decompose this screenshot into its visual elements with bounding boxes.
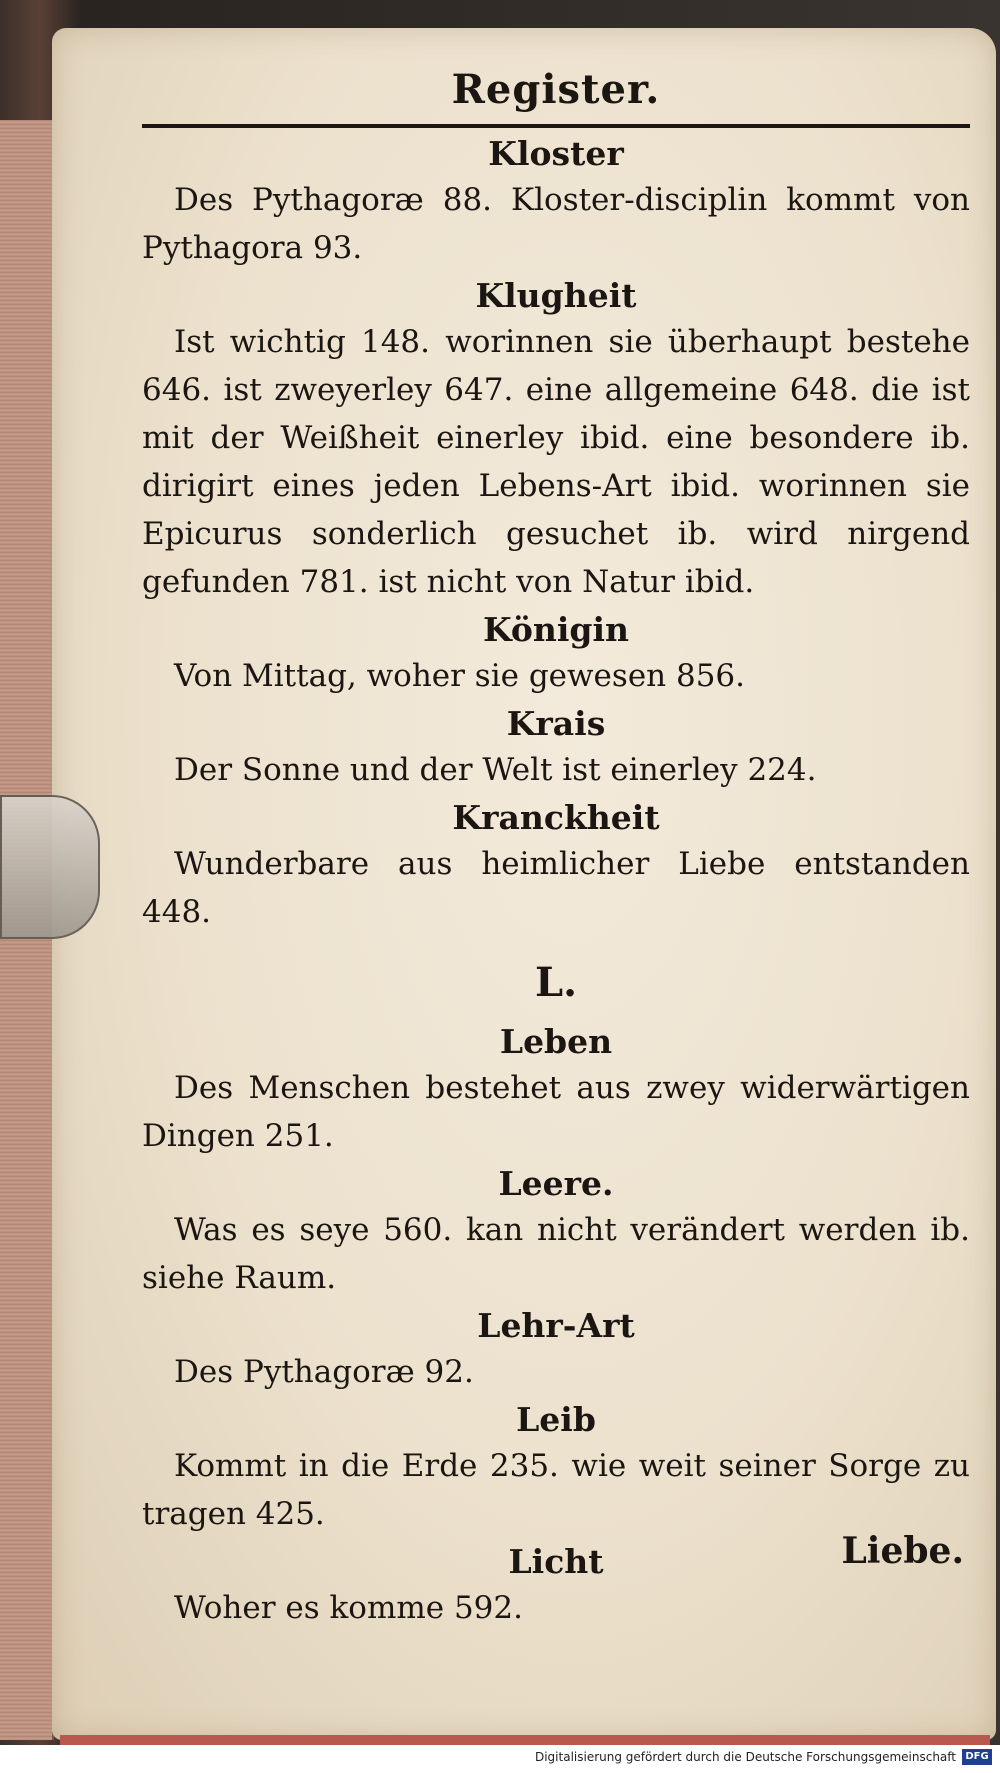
headword: Leben <box>499 1022 613 1061</box>
footer-credit: Digitalisierung gefördert durch die Deutsche Forschungsgemeinschaft <box>534 1750 956 1764</box>
index-entry-leere <box>142 1162 970 1302</box>
entry-text: Des Pythagoræ 88. Kloster-disciplin kommt von Pythagora 93. <box>142 182 970 266</box>
headword: Lehr-Art <box>477 1306 635 1345</box>
entry-text: Kommt in die Erde 235. wie weit seiner Sorge zu tragen 425. <box>142 1448 970 1532</box>
running-title: Register. <box>451 66 661 113</box>
headword: Königin <box>482 610 630 649</box>
index-entry-kloster <box>142 132 970 272</box>
index-entry-kranckheit <box>142 796 970 936</box>
headword: Klugheit <box>475 276 637 315</box>
entry-text: Der Sonne und der Welt ist einerley 224. <box>174 752 817 788</box>
index-entry-leib <box>142 1398 970 1538</box>
entry-text: Des Pythagoræ 92. <box>174 1354 474 1390</box>
page-content <box>142 62 970 1632</box>
headword: Leib <box>516 1400 596 1439</box>
entry-text: Woher es komme 592. <box>174 1590 523 1626</box>
headword: Krais <box>506 704 606 743</box>
headword: Kranckheit <box>452 798 660 837</box>
index-entry-leben <box>142 1020 970 1160</box>
headword: Licht <box>508 1542 604 1581</box>
header-rule <box>142 124 970 128</box>
headword: Leere. <box>498 1164 614 1203</box>
page-red-edge <box>60 1735 990 1745</box>
index-entry-lehr-art <box>142 1304 970 1396</box>
index-entry-klugheit <box>142 274 970 606</box>
entry-text: Des Menschen bestehet aus zwey widerwärtigen Dingen 251. <box>142 1070 970 1154</box>
entry-text: Ist wichtig 148. worinnen sie überhaupt bestehe 646. ist zweyerley 647. eine allgemeine 648. die ist mit der Weißheit einerley ibid. eine besondere ib. dirigirt eines jeden Lebens-Art ibid. worinnen sie Epicurus sonderlich gesuchet ib. wird nirgend gefunden 781. ist nicht von Natur ibid. <box>142 324 970 600</box>
page-clip <box>0 795 100 939</box>
catchword: Liebe. <box>841 1530 964 1572</box>
section-letter: L. <box>534 959 578 1006</box>
entry-text: Was es seye 560. kan nicht verändert werden ib. siehe Raum. <box>142 1212 970 1296</box>
index-entry-koenigin <box>142 608 970 700</box>
headword: Kloster <box>488 134 624 173</box>
index-entry-krais <box>142 702 970 794</box>
entry-text: Wunderbare aus heimlicher Liebe entstanden 448. <box>142 846 970 930</box>
entry-text: Von Mittag, woher sie gewesen 856. <box>174 658 746 694</box>
dfg-logo: DFG <box>962 1749 992 1765</box>
